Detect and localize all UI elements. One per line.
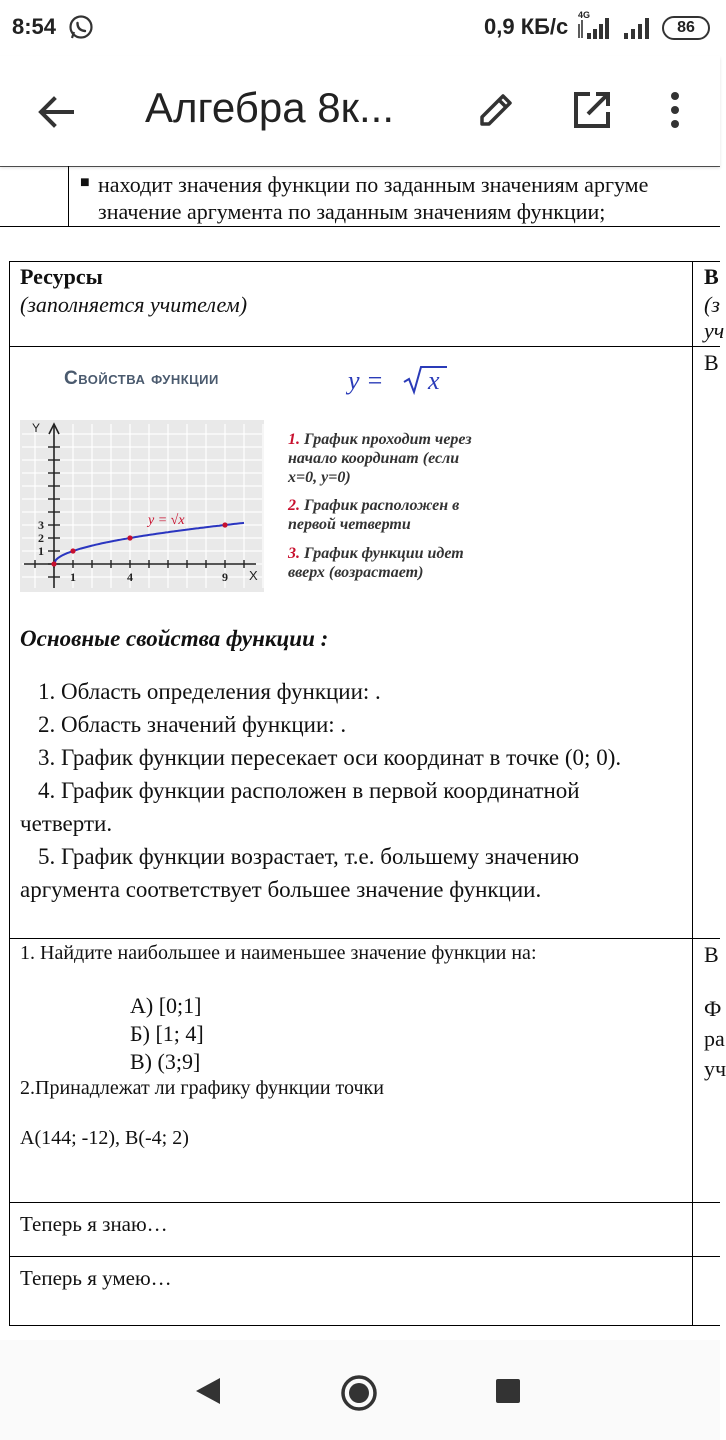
document-page [0, 166, 726, 1326]
data-point [70, 548, 75, 553]
signal-icon [577, 14, 615, 40]
right-col-sub-2: уч [704, 318, 725, 343]
open-external-icon[interactable] [570, 88, 614, 132]
battery-icon: 86 [662, 16, 710, 40]
edit-pencil-icon[interactable] [474, 88, 518, 132]
right-col-row3-1: В [704, 942, 719, 967]
objective-line-1: находит значения функции по заданным значениям аргуме [98, 172, 649, 197]
image-heading: Свойства функции [64, 368, 219, 389]
whatsapp-icon [68, 14, 94, 40]
resources-subheader: (заполняется учителем) [20, 292, 248, 317]
nav-home-icon[interactable] [340, 1374, 378, 1412]
prop-item-4: 4. График функции расположен в первой координатной [38, 778, 580, 803]
now-i-can: Теперь я умею… [20, 1266, 172, 1290]
sqrt-sign-icon [402, 364, 448, 396]
x-tick-label: 4 [127, 570, 133, 584]
image-formula-lhs: y = [348, 366, 384, 395]
right-col-row2: В [704, 350, 719, 375]
right-col-row3-3: ра [704, 1026, 725, 1051]
right-col-header: В [704, 264, 719, 289]
back-arrow-icon[interactable] [34, 90, 78, 134]
y-tick-label: 1 [38, 544, 44, 558]
objective-line-2: значение аргумента по заданным значениям функции; [98, 199, 606, 224]
curve-label: y = √x [148, 513, 185, 528]
document-title: Алгебра 8к... [145, 84, 394, 131]
prop-item-5-cont: аргумента соответствует большее значение функции. [20, 877, 542, 902]
more-options-icon[interactable] [660, 88, 690, 132]
graph-background [20, 420, 264, 592]
prop-item-3: 3. График функции пересекает оси координат в точке (0; 0). [38, 745, 622, 770]
resources-header: Ресурсы [20, 264, 103, 289]
image-prop-3: 3. График функции идет вверх (возрастает) [288, 545, 464, 581]
y-axis-label: Y [32, 421, 41, 435]
task-1-b: Б) [1; 4] [130, 1021, 204, 1046]
sqrt-graph [20, 420, 264, 592]
bullet-marker: ■ [80, 174, 90, 191]
right-col-sub-1: (з [704, 292, 720, 317]
image-prop-2: 2. График расположен в первой четверти [288, 497, 460, 533]
task-2: 2.Принадлежат ли графику функции точки [20, 1077, 384, 1099]
data-point [127, 535, 132, 540]
nav-recents-icon[interactable] [495, 1378, 521, 1404]
status-time: 8:54 [12, 14, 57, 39]
system-nav-bar [0, 1340, 720, 1440]
network-type: 4G [578, 10, 591, 20]
nav-back-icon[interactable] [194, 1376, 222, 1406]
right-col-row3-2: Ф [704, 996, 722, 1021]
x-axis-label: X [249, 568, 258, 583]
prop-item-2: 2. Область значений функции: . [38, 712, 347, 737]
prop-item-5: 5. График функции возрастает, т.е. большему значению [38, 844, 580, 869]
data-point [51, 561, 56, 566]
network-speed: 0,9 КБ/с [484, 14, 569, 39]
prop-item-4-cont: четверти. [20, 811, 113, 836]
now-i-know: Теперь я знаю… [20, 1212, 168, 1236]
image-formula-radicand: x [428, 366, 440, 395]
y-tick-label: 2 [38, 531, 44, 545]
x-tick-label: 1 [70, 570, 76, 584]
image-props [288, 430, 568, 600]
task-2-points: А(144; -12), В(-4; 2) [20, 1127, 189, 1149]
task-1-a: А) [0;1] [130, 993, 202, 1018]
function-properties-image [18, 358, 568, 598]
status-bar [0, 0, 720, 56]
image-prop-1: 1. График проходит через начало координат (если x=0, y=0) [288, 431, 472, 486]
prop-item-1: 1. Область определения функции: . [38, 679, 381, 704]
x-tick-label: 9 [222, 570, 228, 584]
props-title: Основные свойства функции : [20, 626, 329, 651]
right-col-row3-4: уч [704, 1056, 726, 1081]
y-tick-label: 3 [38, 518, 44, 532]
task-1-c: В) (3;9] [130, 1049, 201, 1074]
data-point [222, 522, 227, 527]
task-1: 1. Найдите наибольшее и наименьшее значение функции на: [20, 942, 537, 964]
signal-icon-2 [622, 14, 654, 40]
app-bar [0, 56, 720, 166]
